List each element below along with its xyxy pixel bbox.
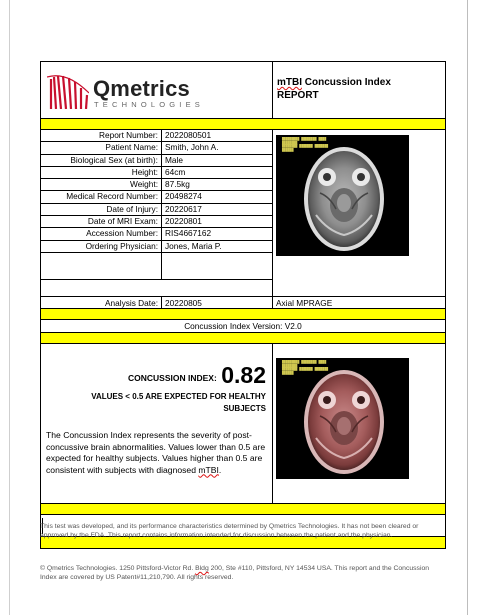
report-title-cell: [273, 62, 445, 118]
info-label: Date of MRI Exam:: [41, 216, 162, 227]
analysis-row: [41, 297, 445, 309]
patient-info-block: [41, 130, 445, 297]
copyright-text-end: 200, Ste #110, Pittsford, NY 14534 USA. This report and the Concussion Index are covered by US Patent#11,210,790. All rights reserved.: [40, 565, 430, 581]
report-title-abbrev: mTBI: [277, 77, 302, 88]
info-label: Patient Name:: [41, 142, 162, 153]
info-label: Medical Record Number:: [41, 191, 162, 202]
concussion-index-value: 0.82: [221, 362, 266, 388]
version-row: [41, 320, 445, 333]
analysis-date-value: 20220805: [165, 298, 202, 308]
info-row-spacer: [41, 253, 272, 280]
description-text: The Concussion Index represents the severity of post-concussive brain abnormalities. Values lower than 0.5 are expected for healthy subjects. Values higher than 0.5 are consistent with subjects with diagnosed: [46, 430, 266, 475]
yellow-divider: [41, 119, 445, 130]
info-label: Report Number:: [41, 130, 162, 141]
report-header: [41, 62, 445, 119]
analysis-cell: [41, 297, 273, 308]
concussion-index-block: [41, 344, 445, 504]
info-value: Smith, John A.: [165, 142, 219, 153]
report-title-text: Concussion Index: [302, 77, 391, 88]
info-row: [41, 241, 272, 253]
info-label-empty: [41, 253, 162, 279]
info-value: RIS4667162: [165, 228, 212, 239]
copyright-text: © Qmetrics Technologies. 1250 Pittsford-Victor Rd.: [40, 565, 196, 572]
description-end: .: [218, 464, 222, 475]
logo-cell: [41, 62, 273, 118]
info-label: Ordering Physician:: [41, 241, 162, 252]
yellow-divider: [41, 504, 445, 515]
info-row: [41, 155, 272, 167]
image-caption: Axial MPRAGE: [276, 298, 333, 308]
info-label: Weight:: [41, 179, 162, 190]
report-subtitle: REPORT: [277, 90, 319, 101]
mri-image-cell: [273, 130, 445, 296]
info-row: [41, 142, 272, 154]
logo-subtitle: TECHNOLOGIES: [94, 100, 204, 109]
patient-info-table: [41, 130, 273, 296]
report-title: [277, 76, 445, 89]
info-row: [41, 179, 272, 191]
info-row: [41, 191, 272, 203]
concussion-index-title: [41, 362, 272, 389]
info-value: 20498274: [165, 191, 202, 202]
info-row: [41, 167, 272, 179]
mri-overlay-text-icon: █████████ ████████ ████ ████████ ████████ ███████ ███████ ██████: [282, 360, 329, 375]
description-abbrev: mTBI: [198, 464, 219, 475]
info-value: 2022080501: [165, 130, 212, 140]
overlay-image-cell: [273, 344, 445, 503]
copyright-abbrev: Bldg: [195, 565, 209, 572]
info-label: Date of Injury:: [41, 204, 162, 215]
yellow-divider: [41, 309, 445, 320]
info-label: Accession Number:: [41, 228, 162, 239]
brain-overlay-icon: [276, 358, 409, 479]
logo-name: Qmetrics: [93, 76, 190, 101]
report-table: [40, 61, 446, 549]
info-value: 64cm: [165, 166, 186, 177]
concussion-index-label: CONCUSSION INDEX:: [127, 373, 217, 383]
mri-axial-image: [276, 135, 409, 256]
mri-overlay-image: [276, 358, 409, 479]
info-value: Male: [165, 154, 183, 165]
analysis-date-label: Analysis Date:: [41, 297, 162, 309]
info-value: Jones, Maria P.: [165, 240, 222, 251]
concussion-index-description: [46, 430, 268, 476]
info-value: 20220617: [165, 203, 202, 214]
yellow-divider: [41, 333, 445, 344]
info-value: 20220801: [165, 216, 202, 227]
version-text: Concussion Index Version: V2.0: [184, 321, 302, 331]
expected-values-note: VALUES < 0.5 ARE EXPECTED FOR HEALTHY SUBJECTS: [91, 392, 266, 413]
copyright-notice: [40, 564, 440, 582]
info-row: [41, 228, 272, 240]
info-value-empty: [162, 253, 272, 279]
fda-disclaimer: This test was developed, and its performance characteristics determined by Qmetrics Technologies. It has not been cleared or approved by the FDA. This report contains information intended for discussion between the patient and the physician.: [40, 523, 419, 539]
mri-overlay-text-icon: █████████ ████████ ████ ████████ ████████ ███████ ███████ ██████: [282, 137, 329, 152]
info-row: [41, 130, 272, 142]
qmetrics-logo-icon: [47, 73, 89, 109]
info-value: 87.5kg: [165, 179, 190, 190]
brain-scan-icon: [276, 135, 409, 256]
info-label: Height:: [41, 167, 162, 178]
concussion-index-cell: [41, 344, 273, 503]
info-row: [41, 204, 272, 216]
info-row: [41, 216, 272, 228]
info-label: Biological Sex (at birth):: [41, 155, 162, 166]
